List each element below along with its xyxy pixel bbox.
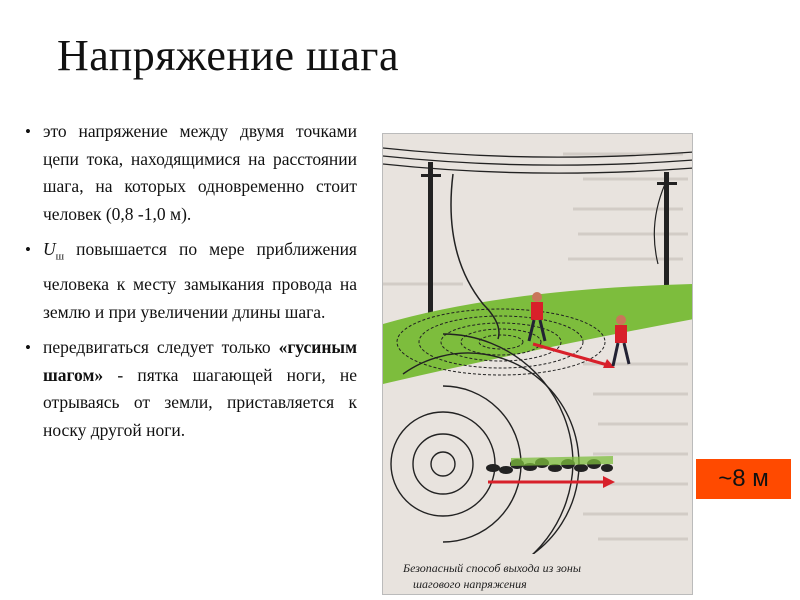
caption-line-2: шагового напряжения [413,577,527,591]
caption-line-1: Безопасный способ выхода из зоны [403,561,581,575]
bullet-voltage-text: повышается по мере приближения человека к месту замыкания провода на землю и при увеличении длины шага. [43,239,357,322]
bullet-list [22,118,357,452]
bullet-goose-lead: передвигаться следует только [43,337,279,357]
bullet-definition [22,118,357,228]
voltage-subscript: ш [55,250,65,263]
slide-title: Напряжение шага [57,31,399,80]
voltage-symbol: U [43,239,56,259]
bullet-goose-step [22,334,357,444]
bullet-definition-text: это напряжение между двумя точками цепи тока, находящимися на расстоянии шага, на которых одновременно стоит человек (0,8 -1,0 м). [43,121,357,224]
bullet-goose-text: - пятка шагающей ноги, не отрываясь от земли, приставляется к носку другой ноги. [43,364,357,440]
goose-step-term: «гусиным шагом» [43,337,357,385]
distance-badge: ~8 м [696,459,791,499]
step-voltage-illustration [382,133,693,595]
bullet-voltage-increase [22,236,357,326]
